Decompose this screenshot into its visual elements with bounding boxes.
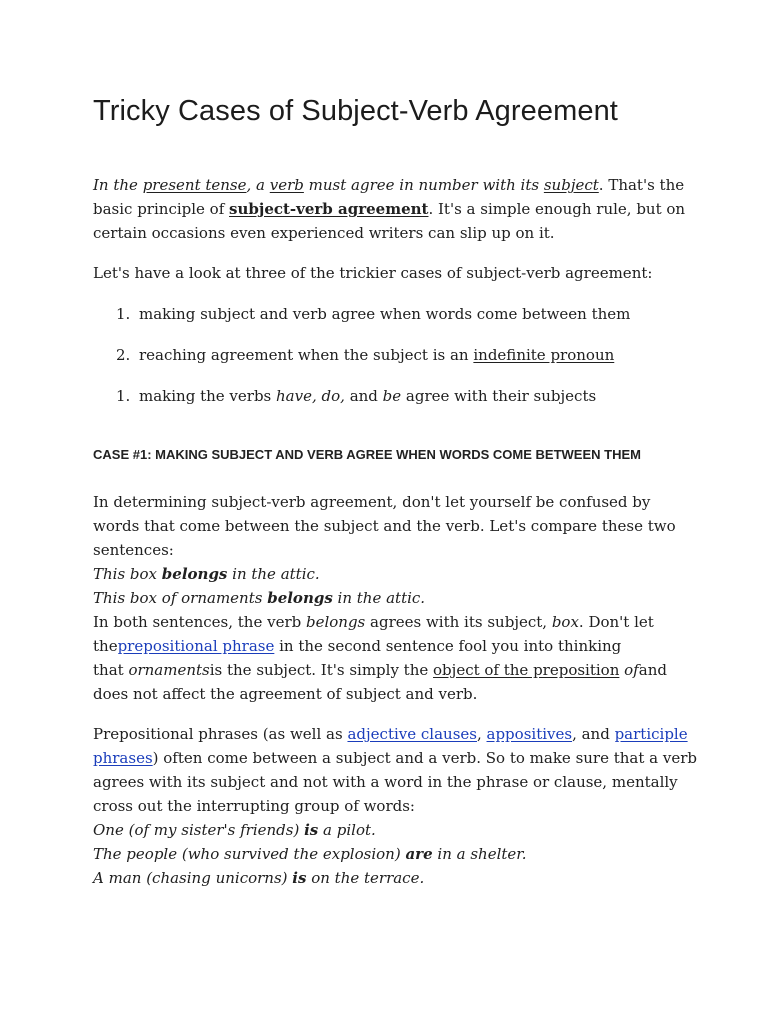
example-text: a pilot. <box>318 821 376 839</box>
example-verb: belongs <box>267 589 333 607</box>
text: that <box>93 661 129 679</box>
list-item-number: 1. <box>116 305 131 323</box>
example-verb: are <box>405 845 433 863</box>
object-of-preposition-link[interactable]: object of the preposition <box>433 661 620 679</box>
text: ) often come between a subject and a verb. So to make sure that a verb <box>152 749 697 767</box>
case1-text-line: cross out the interrupting group of words: <box>93 797 415 815</box>
intro-paragraph-2: Let's have a look at three of the trickier cases of subject-verb agreement: <box>93 264 653 282</box>
list-item-text: be <box>382 387 402 405</box>
example-text: in a shelter. <box>432 845 527 863</box>
intro-text: In the <box>93 176 143 194</box>
list-item-text: agree with their subjects <box>401 387 597 405</box>
list-item-text: reaching agreement when the subject is an <box>139 346 474 364</box>
example-text: in the attic. <box>332 589 426 607</box>
text: . Don't let <box>578 613 654 631</box>
example-text: This box of ornaments <box>93 589 268 607</box>
list-item-text: making the verbs <box>139 387 277 405</box>
example-sentence <box>93 818 376 842</box>
intro-line-3: certain occasions even experienced writers can slip up on it. <box>93 224 555 242</box>
case1-text-line <box>93 722 688 746</box>
example-sentence <box>93 586 425 610</box>
participle-phrases-link[interactable]: participle <box>614 725 688 743</box>
example-text: This box <box>93 565 162 583</box>
section-heading: CASE #1: MAKING SUBJECT AND VERB AGREE WHEN WORDS COME BETWEEN THEM <box>93 447 641 462</box>
indefinite-pronoun-link[interactable]: indefinite pronoun <box>473 346 615 364</box>
participle-phrases-link[interactable]: phrases <box>93 749 153 767</box>
subject-verb-agreement-link[interactable]: subject-verb agreement <box>229 200 429 218</box>
list-item <box>139 343 614 367</box>
present-tense-link[interactable]: present tense <box>142 176 247 194</box>
text: the <box>93 637 118 655</box>
example-verb: is <box>304 821 319 839</box>
list-item-text: have, do, <box>276 387 345 405</box>
example-text: The people (who survived the explosion) <box>93 845 406 863</box>
text: is the subject. It's simply the <box>209 661 434 679</box>
text-italic: box <box>551 613 579 631</box>
list-item-number: 1. <box>116 387 131 405</box>
example-text: on the terrace. <box>306 869 425 887</box>
case1-text-line <box>93 634 621 658</box>
page-title: Tricky Cases of Subject-Verb Agreement <box>93 95 618 127</box>
text: , and <box>572 725 615 743</box>
example-sentence <box>93 842 527 866</box>
case1-text-line: In determining subject-verb agreement, don't let yourself be confused by <box>93 493 651 511</box>
list-item <box>139 384 596 408</box>
intro-text: , a <box>246 176 270 194</box>
example-text: One (of my sister's friends) <box>93 821 305 839</box>
intro-line-1 <box>93 173 684 197</box>
example-text: A man (chasing unicorns) <box>93 869 293 887</box>
text: in the second sentence fool you into thinking <box>274 637 622 655</box>
intro-text: basic principle of <box>93 200 230 218</box>
case1-text-line: words that come between the subject and the verb. Let's compare these two <box>93 517 676 535</box>
intro-text: . It's a simple enough rule, but on <box>428 200 686 218</box>
adjective-clauses-link[interactable]: adjective clauses <box>347 725 477 743</box>
text: agrees with its subject, <box>365 613 552 631</box>
case1-text-line: does not affect the agreement of subject and verb. <box>93 685 478 703</box>
list-item: making subject and verb agree when words come between them <box>139 305 631 323</box>
intro-text: must agree in number with its <box>303 176 544 194</box>
case1-text-line <box>93 658 667 682</box>
intro-text: . That's the <box>598 176 685 194</box>
example-verb: is <box>292 869 307 887</box>
text-italic: ornaments <box>128 661 210 679</box>
prepositional-phrase-link[interactable]: prepositional phrase <box>117 637 275 655</box>
verb-link[interactable]: verb <box>269 176 304 194</box>
text: In both sentences, the verb <box>93 613 306 631</box>
example-sentence <box>93 562 320 586</box>
case1-text-line <box>93 610 654 634</box>
intro-line-2 <box>93 197 685 221</box>
text-italic: belongs <box>305 613 366 631</box>
text: Prepositional phrases (as well as <box>93 725 348 743</box>
subject-link[interactable]: subject <box>543 176 599 194</box>
example-sentence <box>93 866 424 890</box>
list-item-text: and <box>344 387 383 405</box>
example-verb: belongs <box>161 565 228 583</box>
case1-text-line: sentences: <box>93 541 174 559</box>
appositives-link[interactable]: appositives <box>486 725 573 743</box>
text: , <box>476 725 487 743</box>
text-italic: of <box>624 661 639 679</box>
case1-text-line <box>93 746 697 770</box>
text: and <box>638 661 667 679</box>
example-text: in the attic. <box>227 565 320 583</box>
case1-text-line: agrees with its subject and not with a word in the phrase or clause, mentally <box>93 773 678 791</box>
list-item-number: 2. <box>116 346 131 364</box>
